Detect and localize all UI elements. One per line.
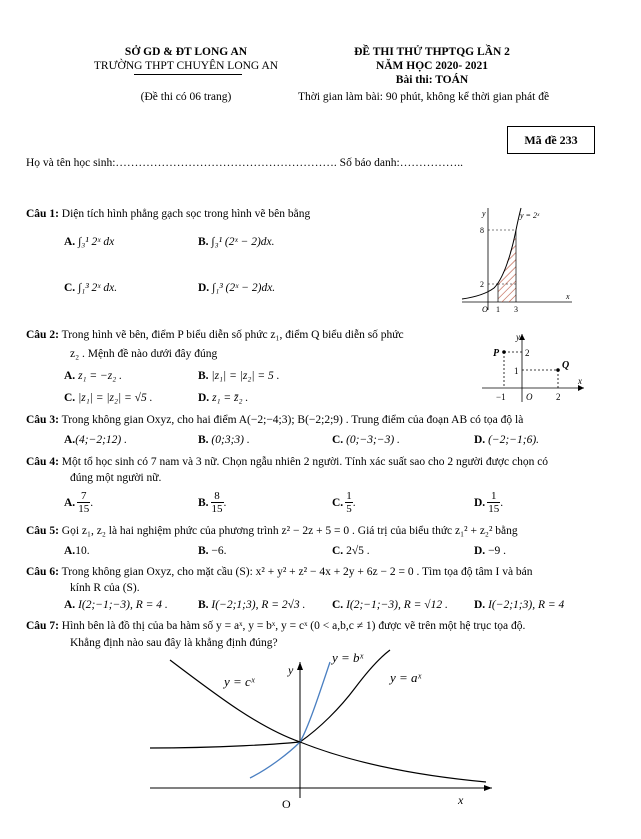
svg-text:−1: −1	[496, 392, 506, 402]
svg-text:x: x	[458, 793, 464, 807]
q1-figure	[458, 204, 578, 316]
school-name: TRƯỜNG THPT CHUYÊN LONG AN	[93, 60, 279, 72]
svg-text:P: P	[493, 348, 500, 359]
q1-option-d: D. ∫₁³ (2ˣ − 2)dx.	[198, 282, 276, 294]
q2-stem: Câu 2: Trong hình vẽ bên, điểm P biểu diễn số phức z₁, điểm Q biểu diễn số phức	[26, 329, 404, 341]
svg-text:y = bˣ: y = bˣ	[332, 650, 364, 665]
svg-text:y = 2ˣ: y = 2ˣ	[520, 211, 540, 220]
svg-text:O: O	[482, 305, 488, 314]
svg-text:y: y	[482, 209, 486, 218]
fig2-point-p	[502, 350, 506, 354]
svg-text:Q: Q	[562, 360, 570, 371]
q6-option-c: C. I(2;−1;−3), R = √12 .	[332, 599, 448, 611]
q1-option-c: C. ∫₁³ 2ˣ dx.	[64, 282, 118, 294]
q2-option-d: D. z₁ = z̄₂ .	[198, 392, 249, 404]
fig3-curve-c	[170, 660, 486, 782]
svg-text:1: 1	[496, 305, 500, 314]
q2-option-c: C. |z₁| = |z₂| = √5 .	[64, 392, 153, 404]
time-limit: Thời gian làm bài: 90 phút, không kể thời gian phát đề	[298, 91, 550, 103]
q6-option-a: A. I(2;−1;−3), R = 4 .	[64, 599, 168, 611]
svg-text:2: 2	[480, 280, 484, 289]
q7-stem: Câu 7: Hình bên là đồ thị của ba hàm số y = aˣ, y = bˣ, y = cˣ (0 < a,b,c ≠ 1) được vẽ trên một hệ trục tọa độ.	[26, 620, 526, 632]
q6-stem-line2: kính R của (S).	[70, 582, 140, 594]
q2-figure	[478, 330, 588, 408]
school-underline	[134, 74, 242, 75]
student-info-line: Họ và tên học sinh:…………………………………………………. Số báo danh:……………..	[26, 157, 463, 169]
q5-stem: Câu 5: Gọi z₁, z₂ là hai nghiệm phức của phương trình z² − 2z + 5 = 0 . Giá trị của biểu thức z₁² + z₂² bằng	[26, 525, 518, 537]
svg-text:1: 1	[514, 366, 519, 376]
svg-text:x: x	[578, 376, 582, 386]
q5-option-b: B. −6.	[198, 545, 227, 557]
svg-text:O: O	[526, 392, 533, 402]
q4-stem: Câu 4: Một tổ học sinh có 7 nam và 3 nữ. Chọn ngẫu nhiên 2 người. Tính xác suất sao cho 2 người được chọn có	[26, 456, 549, 468]
svg-text:y: y	[288, 663, 294, 677]
q4-option-a: A. 7 15 .	[64, 490, 94, 515]
q3-option-b: B. (0;3;3) .	[198, 434, 250, 446]
q1-stem	[26, 208, 310, 220]
q6-stem: Câu 6: Trong không gian Oxyz, cho mặt cầu (S): x² + y² + z² − 4x + 2y + 6z − 2 = 0 . Tìm tọa độ tâm I và bán	[26, 566, 533, 578]
q5-option-c: C. 2√5 .	[332, 545, 370, 557]
subject: Bài thi: TOÁN	[395, 74, 469, 86]
dept-name: SỞ GD & ĐT LONG AN	[124, 46, 248, 58]
fig3-curve-b	[250, 662, 330, 778]
q6-option-d: D. I(−2;1;3), R = 4	[474, 599, 565, 611]
svg-text:O: O	[282, 797, 291, 811]
page-count: (Đề thi có 06 trang)	[140, 91, 232, 103]
svg-text:2: 2	[556, 392, 561, 402]
svg-text:y = aˣ: y = aˣ	[390, 670, 422, 685]
school-year: NĂM HỌC 2020- 2021	[375, 60, 489, 72]
q3-option-c: C. (0;−3;−3) .	[332, 434, 400, 446]
q2-stem-line2: z₂ . Mệnh đề nào dưới đây đúng	[70, 348, 218, 360]
svg-text:y: y	[516, 332, 520, 342]
fig2-point-q	[556, 368, 560, 372]
q2-option-b: B. |z₁| = |z₂| = 5 .	[198, 370, 280, 382]
q3-option-d: D. (−2;−1;6).	[474, 434, 540, 446]
q6-option-b: B. I(−2;1;3), R = 2√3 .	[198, 599, 306, 611]
q2-option-a: A. z₁ = −z₂ .	[64, 370, 123, 382]
q3-option-a: A.(4;−2;12) .	[64, 434, 128, 446]
q7-figure	[140, 648, 500, 818]
q4-option-c: C. 1 5 .	[332, 490, 356, 515]
svg-text:3: 3	[514, 305, 518, 314]
exam-title: ĐỀ THI THỬ THPTQG LẦN 2	[354, 46, 510, 58]
q1-text: Diện tích hình phẳng gạch sọc trong hình vẽ bên bằng	[61, 208, 311, 220]
q1-label: Câu 1:	[26, 208, 59, 220]
q4-option-d: D. 1 15 .	[474, 490, 504, 515]
q5-option-a: A.10.	[64, 545, 90, 557]
exam-code: Mã đề 233	[524, 132, 578, 147]
q7-stem-line2: Khẳng định nào sau đây là khẳng định đúng?	[70, 637, 278, 649]
exam-code-box	[507, 126, 595, 154]
q1-option-a: A. ∫₃¹ 2ˣ dx	[64, 236, 115, 248]
q3-stem: Câu 3: Trong không gian Oxyz, cho hai điểm A(−2;−4;3); B(−2;2;9) . Trung điểm của đoạn AB có tọa độ là	[26, 414, 524, 426]
svg-text:8: 8	[480, 226, 484, 235]
svg-text:2: 2	[525, 348, 530, 358]
svg-text:y = cˣ: y = cˣ	[224, 674, 255, 689]
q1-option-b: B. ∫₃¹ (2ˣ − 2)dx.	[198, 236, 275, 248]
q4-stem-line2: đúng một người nữ.	[70, 472, 162, 484]
q5-option-d: D. −9 .	[474, 545, 507, 557]
q4-option-b: B. 8 15 .	[198, 490, 227, 515]
svg-text:x: x	[566, 292, 570, 301]
